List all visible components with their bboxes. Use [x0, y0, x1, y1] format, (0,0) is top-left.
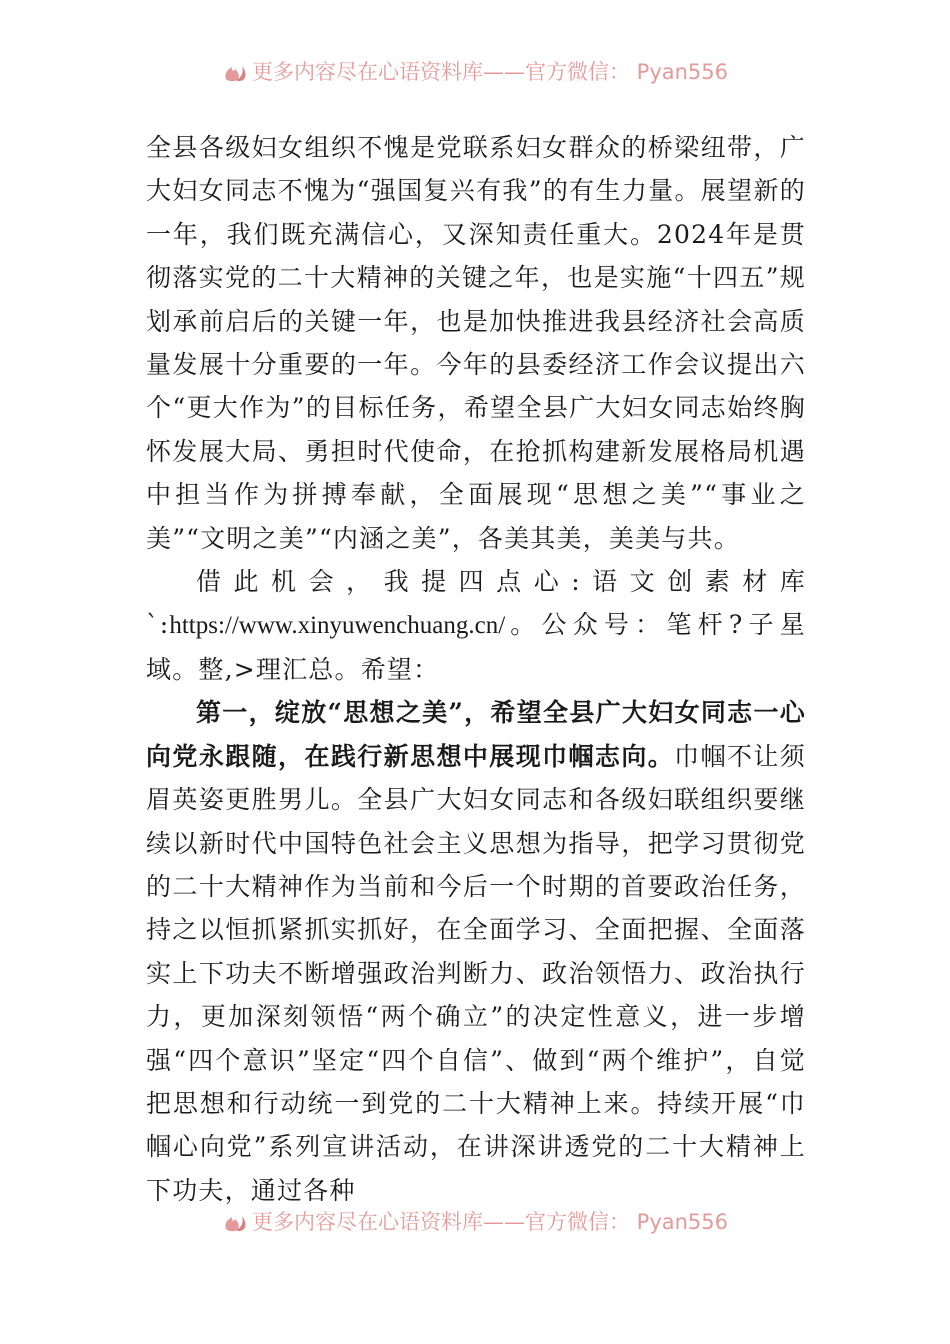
paragraph-1: 全县各级妇女组织不愧是党联系妇女群众的桥梁纽带，广大妇女同志不愧为“强国复兴有我”的有生力量。展望新的一年，我们既充满信心，又深知责任重大。2024年是贯彻落实党的二十大精神的关键之年，也是实施“十四五”规划承前启后的关键一年，也是加快推进我县经济社会高质量发展十分重要的一年。今年的县委经济工作会议提出六个“更大作为”的目标任务，希望全县广大妇女同志始终胸怀发展大局、勇担时代使命，在抢抓构建新发展格局机遇中担当作为拼搏奉献，全面展现“思想之美”“事业之美”“文明之美”“内涵之美”，各美其美，美美与共。 — [146, 133, 806, 553]
paragraph-2 — [146, 560, 806, 691]
fire-logo-icon — [222, 1211, 248, 1233]
header-watermark — [0, 56, 950, 86]
header-watermark-text: 更多内容尽在心语资料库——官方微信： Pyan556 — [251, 60, 729, 84]
paragraph-3-body: 巾帼不让须眉英姿更胜男儿。全县广大妇女同志和各级妇联组织要继续以新时代中国特色社会主义思想为指导，把学习贯彻党的二十大精神作为当前和今后一个时期的首要政治任务，持之以恒抓紧抓实抓好，在全面学习、全面把握、全面落实上下功夫不断增强政治判断力、政治领悟力、政治执行力，更加深刻领悟“两个确立”的决定性意义，进一步增强“四个意识”坚定“四个自信”、做到“两个维护”，自觉把思想和行动统一到党的二十大精神上来。持续开展“巾帼心向党”系列宣讲活动，在讲深讲透党的二十大精神上下功夫，通过各种 — [146, 741, 806, 1205]
section-heading-first: 第一，绽放“思想之美”，希望全县广大妇女同志一心向党永跟随，在践行新思想中展现巾帼志向。 — [146, 698, 806, 771]
fire-logo-icon — [222, 61, 248, 83]
paragraph-3 — [146, 691, 806, 1212]
paragraph-2-prefix: 借此机会，我提四点心:语文创素材库`: — [146, 567, 806, 640]
footer-watermark-text: 更多内容尽在心语资料库——官方微信： Pyan556 — [251, 1210, 729, 1234]
paragraph-2-suffix: 。公众号：笔杆?子星域。整,>理汇总。希望： — [146, 610, 806, 684]
resource-link[interactable]: https://www.xinyuwenchuang.cn/ — [169, 612, 506, 640]
footer-watermark — [0, 1206, 950, 1236]
document-body — [146, 126, 806, 1212]
